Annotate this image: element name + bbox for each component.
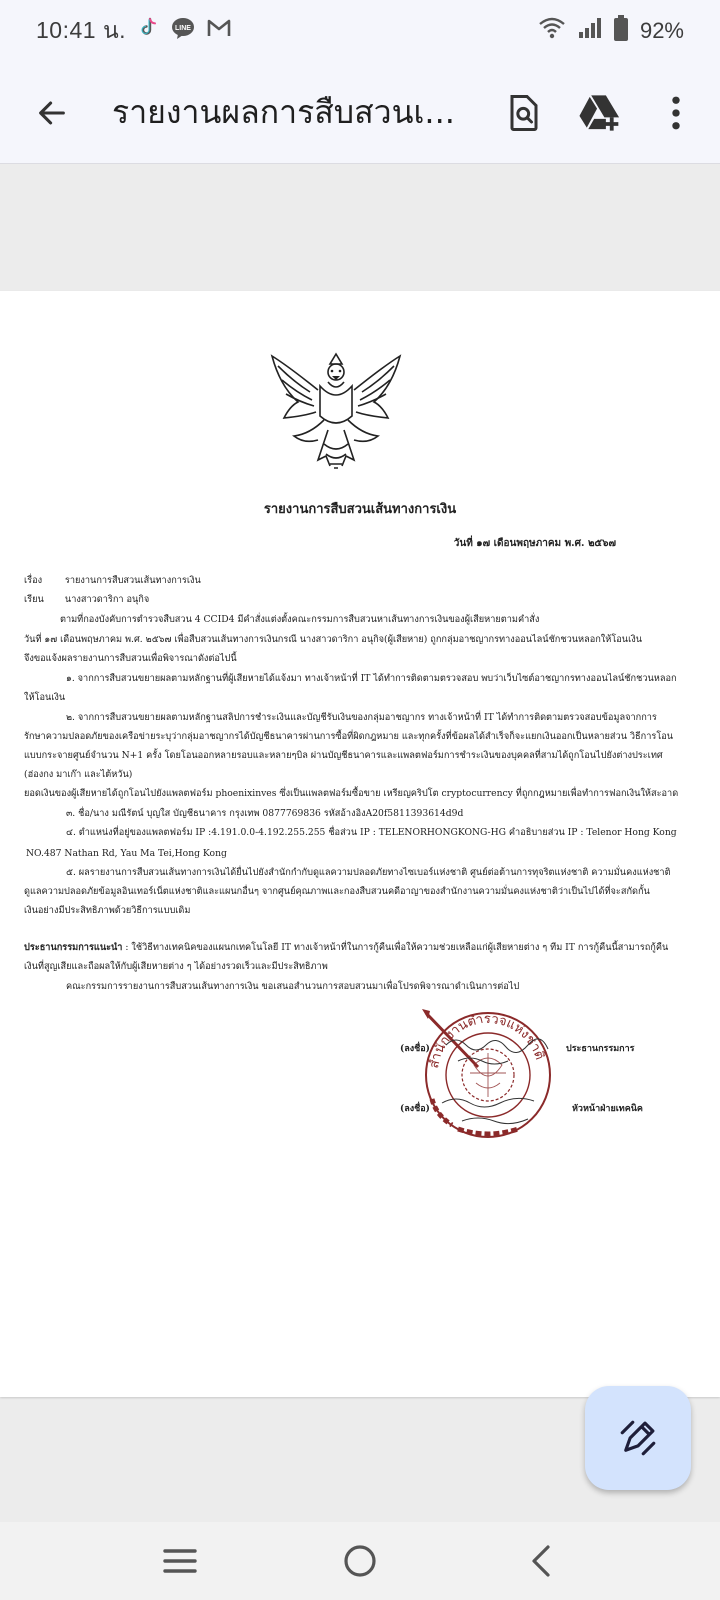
body-line: (ฮ่องกง มาเก๊า และไต้หวัน) [24, 769, 133, 780]
edit-fab-button[interactable] [585, 1386, 691, 1490]
body-line: จึงขอแจ้งผลรายงานการสืบสวนเพื่อพิจารณาดังต่อไปนี้ [24, 653, 237, 664]
document-heading: รายงานการสืบสวนเส้นทางการเงิน [263, 502, 457, 517]
signature-2-label: (ลงชื่อ) [400, 1104, 430, 1114]
home-icon [343, 1544, 377, 1578]
add-to-drive-icon [578, 93, 622, 133]
back-nav-button[interactable] [508, 1529, 572, 1593]
stamp-text: สำนักงานตำรวจแห่งชาติ [426, 1011, 547, 1070]
edit-pen-icon [617, 1417, 659, 1459]
tiktok-icon [136, 16, 160, 46]
subject-row [24, 574, 201, 588]
svg-text:LINE: LINE [175, 25, 192, 32]
body-line: ๕. ผลรายงานการสืบสวนเส้นทางการเงินได้ยื่นไปยังสำนักกำกับดูแลความปลอดภัยทางไซเบอร์แห่งชาติ ศูนย์ต่อต้านการทุจริตแห่งชาติ ความมั่นคงแห่งชาติ [66, 867, 671, 878]
document-page [0, 291, 720, 1397]
to-label: เรียน [24, 594, 44, 605]
body-line: ดูแลความปลอดภัยข้อมูลอินเทอร์เน็ตแห่งชาติและแผนกอื่นๆ จากศูนย์คุณภาพและกองสืบสวนคดีอาญาของสำนักงานความมั่นคงแห่งชาติว่าเป็นไปได้ที่จะสกัดกั้น [24, 886, 650, 897]
line-icon [170, 16, 196, 46]
wifi-icon [538, 16, 566, 46]
signature-scribble-icon [440, 1031, 560, 1131]
body-line: NO.487 Nathan Rd, Yau Ma Tei,Hong Kong [26, 848, 227, 859]
more-vert-icon [671, 96, 681, 130]
recommendation-row [24, 941, 668, 955]
body-line: ๒. จากการสืบสวนขยายผลตามหลักฐานสลิปการชำระเงินและบัญชีรับเงินของกลุ่มอาชญากร ทางเจ้าหน้าที่ IT ได้ทำการติดตามตรวจสอบข้อมูลจากการ [66, 712, 657, 723]
signal-icon [578, 17, 602, 45]
document-title: รายงานผลการสืบสวนเ... [112, 93, 455, 131]
document-date: วันที่ ๑๗ เดือนพฤษภาคม พ.ศ. ๒๕๖๗ [453, 538, 616, 549]
signature-1-label: (ลงชื่อ) [400, 1044, 430, 1054]
search-in-document-button[interactable] [492, 81, 556, 145]
body-line: แบบกระจายศูนย์จำนวน N+1 ครั้ง โดยโอนออกหลายรอบและหลายๆบิล ผ่านบัญชีธนาคารและแพลตฟอร์มการชำระเงินของบุคคลที่สามได้ถูกโอนไปยังต่างประเทศ [24, 750, 663, 761]
home-button[interactable] [328, 1529, 392, 1593]
add-to-drive-button[interactable] [568, 81, 632, 145]
body-line: ๓. ชื่อ/นาง มณีรัตน์ บุญใส บัญชีธนาคาร กรุงเทพ 0877769836 รหัสอ้างอิงA20f5811393614d9d [66, 808, 464, 819]
body-line: ตามที่กองบังคับการตำรวจสืบสวน 4 CCID4 มีคำสั่งแต่งตั้งคณะกรรมการสืบสวนหาเส้นทางการเงินของผู้เสียหายตามคำสั่ง [60, 614, 540, 625]
more-options-button[interactable] [644, 81, 708, 145]
body-line: คณะกรรมการรายงานการสืบสวนเส้นทางการเงิน ขอเสนอสำนวนการสอบสวนมาเพื่อโปรดพิจารณาดำเนินการต่อไป [66, 981, 520, 992]
recommendation-label: ประธานกรรมการแนะนำ [24, 942, 123, 953]
back-button[interactable] [20, 81, 84, 145]
system-nav-bar [0, 1522, 720, 1600]
body-line: เงินอย่างมีประสิทธิภาพด้วยวิธีการแบบเดิม [24, 905, 191, 916]
subject-label: เรื่อง [24, 575, 43, 586]
body-line: รักษาความปลอดภัยของเครือข่ายระบุว่ากลุ่มอาชญากรได้บัญชีธนาคารผ่านการซื้อที่ผิดกฎหมาย และทุกครั้งที่ข้อผลได้สำเร็จก็จะแยกเงินออกเป็นหลายส่วน วิธีการโอน [24, 731, 674, 742]
garuda-emblem-icon [268, 346, 404, 476]
arrow-back-icon [35, 96, 69, 130]
search-document-icon [506, 93, 542, 133]
status-bar [0, 0, 720, 62]
battery-icon [614, 15, 628, 47]
body-line: ยอดเงินของผู้เสียหายได้ถูกโอนไปยังแพลตฟอร์ม phoenixinves ซึ่งเป็นแพลตฟอร์มซื้อขาย เหรียญคริปโต cryptocurrency ที่ถูกกฎหมายเพื่อทำการฟอกเงินให้สะอาด [24, 788, 679, 799]
recommendation-text: : ใช้วิธีทางเทคนิคของแผนกเทคโนโลยี IT ทางเจ้าหน้าที่ในการกู้คืนเพื่อให้ความช่วยเหลือแก่ผู้เสียหายต่าง ๆ ทีม IT การกู้คืนนี้สามารถกู้คืน [125, 942, 669, 953]
app-bar [0, 62, 720, 164]
battery-percent: 92% [639, 18, 684, 43]
subject-text: รายงานการสืบสวนเส้นทางการเงิน [64, 575, 201, 586]
body-line: ๔. ตำแหน่งที่อยู่ของแพลตฟอร์ม IP :4.191.0.0-4.192.255.255 ชื่อส่วน IP : TELENORHONGKONG-HG คำอธิบายส่วน IP : Telenor Hong Kong [66, 827, 677, 838]
to-text: นางสาวดาริกา อนุกิจ [64, 594, 150, 605]
gmail-icon [206, 17, 232, 45]
to-row [24, 593, 149, 607]
body-line: ให้โอนเงิน [24, 692, 66, 703]
recent-apps-button[interactable] [148, 1529, 212, 1593]
recent-apps-icon [163, 1548, 197, 1574]
body-line: ๑. จากการสืบสวนขยายผลตามหลักฐานที่ผู้เสียหายได้แจ้งมา ทางเจ้าหน้าที่ IT ได้ทำการติดตามตรวจสอบ พบว่าเว็บไซต์อาชญากรทางออนไลน์ชักชวนหลอก [66, 673, 677, 684]
signature-1-role: ประธานกรรมการ [566, 1044, 635, 1054]
status-time: 10:41 น. [36, 17, 127, 43]
signature-2-role: หัวหน้าฝ่ายเทคนิค [572, 1104, 643, 1114]
back-nav-icon [528, 1544, 552, 1578]
body-line: เงินที่สูญเสียและถือผลให้กับผู้เสียหายต่าง ๆ ได้อย่างรวดเร็วและมีประสิทธิภาพ [24, 961, 328, 972]
body-line: วันที่ ๑๗ เดือนพฤษภาคม พ.ศ. ๒๕๖๗ เพื่อสืบสวนเส้นทางการเงินกรณี นางสาวดาริกา อนุกิจ(ผู้เสียหาย) ถูกกลุ่มอาชญากรทางออนไลน์ชักชวนหลอกให้โอนเงิน [24, 634, 642, 645]
